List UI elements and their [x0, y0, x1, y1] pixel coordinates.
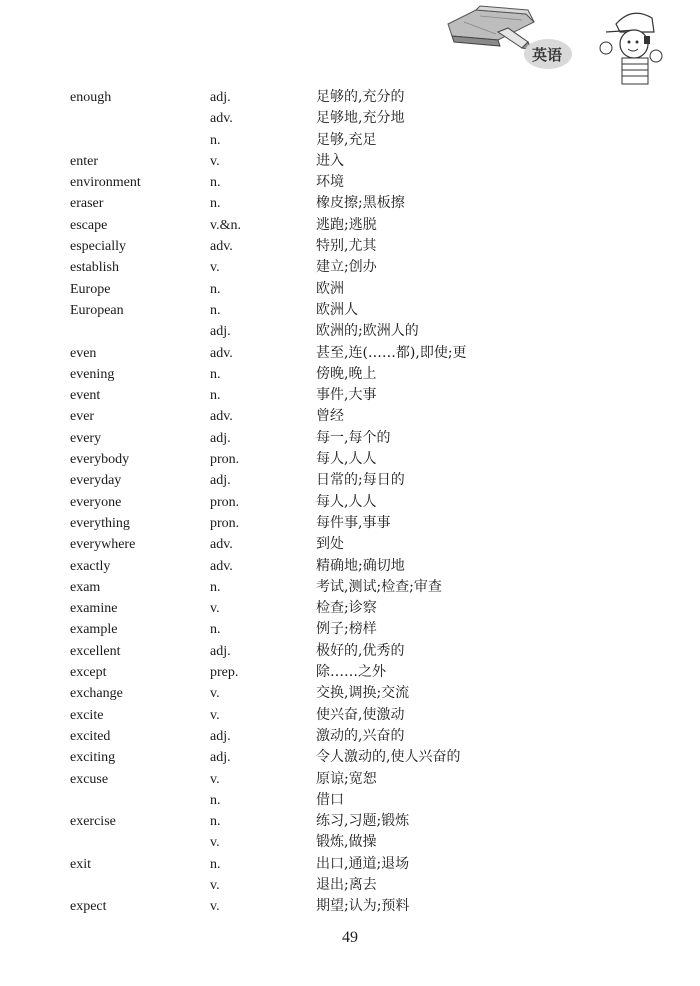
vocab-entry — [70, 151, 630, 172]
vocab-entry — [70, 556, 630, 577]
vocab-entry — [70, 193, 630, 214]
vocab-entry — [70, 130, 630, 151]
headword: excited — [70, 728, 111, 744]
headword: event — [70, 388, 101, 404]
page-number: 49 — [342, 929, 358, 946]
part-of-speech: n. — [210, 196, 221, 212]
vocab-entry — [70, 257, 630, 278]
part-of-speech: v. — [210, 877, 220, 893]
vocab-entry — [70, 832, 630, 853]
part-of-speech: pron. — [210, 515, 240, 531]
headword: example — [70, 622, 118, 638]
vocab-entry — [70, 641, 630, 662]
part-of-speech: adj. — [210, 473, 231, 489]
chinese-meaning: 特别,尤其 — [316, 238, 377, 255]
chinese-meaning: 退出;离去 — [316, 876, 377, 893]
chinese-meaning: 除……之外 — [316, 664, 386, 681]
vocab-entry — [70, 662, 630, 683]
part-of-speech: v. — [210, 153, 220, 169]
vocab-entry — [70, 726, 630, 747]
headword: everybody — [70, 452, 130, 468]
part-of-speech: v. — [210, 771, 220, 787]
chinese-meaning: 练习,习题;锻炼 — [316, 813, 410, 830]
chinese-meaning: 每件事,事事 — [316, 514, 391, 531]
vocab-entry — [70, 364, 630, 385]
headword: exit — [70, 856, 91, 872]
headword: European — [70, 302, 124, 318]
chinese-meaning: 原谅;宽恕 — [316, 770, 377, 787]
headword: exercise — [70, 814, 116, 830]
part-of-speech: n. — [210, 132, 221, 148]
vocab-entry — [70, 875, 630, 896]
headword: evening — [70, 366, 115, 382]
part-of-speech: pron. — [210, 452, 240, 468]
chinese-meaning: 出口,通道;退场 — [316, 855, 410, 872]
part-of-speech: adv. — [210, 558, 233, 574]
headword: enough — [70, 90, 112, 105]
chinese-meaning: 足够地,充分地 — [316, 110, 405, 127]
part-of-speech: adj. — [210, 430, 231, 446]
part-of-speech: adj. — [210, 643, 231, 659]
chinese-meaning: 激动的,兴奋的 — [316, 727, 405, 744]
headword: except — [70, 665, 107, 681]
vocab-entry — [70, 811, 630, 832]
vocab-entry — [70, 513, 630, 534]
part-of-speech: adj. — [210, 750, 231, 766]
headword: escape — [70, 217, 108, 233]
headword: excellent — [70, 643, 121, 659]
chinese-meaning: 每人,人人 — [316, 493, 377, 510]
headword: exam — [70, 579, 101, 595]
part-of-speech: adv. — [210, 409, 233, 425]
chinese-meaning: 使兴奋,使激动 — [316, 706, 405, 723]
headword: excite — [70, 707, 104, 723]
headword: especially — [70, 239, 126, 255]
headword: establish — [70, 260, 119, 276]
vocab-entry — [70, 683, 630, 704]
chinese-meaning: 足够的,充分的 — [316, 89, 405, 105]
part-of-speech: n. — [210, 792, 221, 808]
headword: even — [70, 345, 97, 361]
part-of-speech: adj. — [210, 324, 231, 340]
part-of-speech: pron. — [210, 494, 240, 510]
vocab-entry — [70, 87, 630, 108]
chinese-meaning: 借口 — [316, 791, 344, 808]
headword: eraser — [70, 196, 104, 212]
part-of-speech: v. — [210, 899, 220, 915]
chinese-meaning: 每人,人人 — [316, 451, 377, 468]
part-of-speech: adj. — [210, 90, 231, 105]
part-of-speech: n. — [210, 175, 221, 191]
part-of-speech: v. — [210, 835, 220, 851]
header-illustration — [436, 2, 700, 86]
vocab-entry — [70, 598, 630, 619]
headword: environment — [70, 175, 141, 191]
part-of-speech: v. — [210, 686, 220, 702]
chinese-meaning: 欧洲的;欧洲人的 — [316, 323, 419, 340]
chinese-meaning: 锻炼,做操 — [316, 834, 377, 851]
vocab-entry — [70, 428, 630, 449]
part-of-speech: adv. — [210, 239, 233, 255]
chinese-meaning: 日常的;每日的 — [316, 472, 405, 489]
chinese-meaning: 期望;认为;预料 — [316, 898, 410, 915]
chinese-meaning: 例子;榜样 — [316, 621, 377, 638]
vocab-entry — [70, 449, 630, 470]
part-of-speech: n. — [210, 388, 221, 404]
chinese-meaning: 检查;诊察 — [316, 600, 377, 617]
part-of-speech: n. — [210, 814, 221, 830]
chinese-meaning: 逃跑;逃脱 — [316, 216, 377, 233]
headword: everything — [70, 515, 130, 531]
vocab-entry — [70, 343, 630, 364]
chinese-meaning: 傍晚,晚上 — [316, 365, 377, 382]
headword: every — [70, 430, 102, 446]
vocab-entry — [70, 279, 630, 300]
vocab-entry — [70, 492, 630, 513]
subject-badge: 英语 — [532, 46, 563, 64]
vocab-entry — [70, 705, 630, 726]
part-of-speech: prep. — [210, 665, 239, 681]
vocab-entry — [70, 236, 630, 257]
chinese-meaning: 甚至,连(……都),即使;更 — [316, 344, 467, 361]
vocab-entry — [70, 769, 630, 790]
headword: everywhere — [70, 537, 136, 553]
part-of-speech: n. — [210, 622, 221, 638]
vocab-entry — [70, 300, 630, 321]
vocab-entry — [70, 406, 630, 427]
headword: everyone — [70, 494, 122, 510]
vocab-entry — [70, 172, 630, 193]
chinese-meaning: 环境 — [316, 174, 344, 191]
vocab-entry — [70, 790, 630, 811]
chinese-meaning: 考试,测试;检查;审查 — [316, 578, 442, 595]
part-of-speech: v.&n. — [210, 217, 241, 233]
part-of-speech: v. — [210, 260, 220, 276]
chinese-meaning: 每一,每个的 — [316, 429, 391, 446]
part-of-speech: n. — [210, 856, 221, 872]
part-of-speech: n. — [210, 281, 221, 297]
headword: examine — [70, 601, 118, 617]
vocabulary-list — [70, 87, 630, 918]
chinese-meaning: 欧洲 — [316, 280, 344, 297]
vocab-entry — [70, 747, 630, 768]
headword: excuse — [70, 771, 109, 787]
chinese-meaning: 欧洲人 — [316, 301, 358, 318]
part-of-speech: adv. — [210, 111, 233, 127]
part-of-speech: adv. — [210, 537, 233, 553]
chinese-meaning: 精确地;确切地 — [316, 557, 405, 574]
headword: exciting — [70, 750, 116, 766]
vocab-entry — [70, 854, 630, 875]
part-of-speech: adj. — [210, 728, 231, 744]
vocab-entry — [70, 215, 630, 236]
chinese-meaning: 足够,充足 — [316, 131, 377, 148]
vocab-entry — [70, 619, 630, 640]
chinese-meaning: 曾经 — [316, 408, 344, 425]
chinese-meaning: 建立;创办 — [316, 259, 377, 276]
chinese-meaning: 极好的,优秀的 — [316, 642, 405, 659]
part-of-speech: n. — [210, 302, 221, 318]
chinese-meaning: 交换,调换;交流 — [316, 685, 410, 702]
chinese-meaning: 进入 — [316, 152, 344, 169]
part-of-speech: v. — [210, 601, 220, 617]
headword: exchange — [70, 686, 123, 702]
vocab-entry — [70, 321, 630, 342]
headword: Europe — [70, 281, 111, 297]
vocab-entry — [70, 896, 630, 917]
mascot-boy-icon — [576, 2, 666, 86]
vocab-entry — [70, 534, 630, 555]
chinese-meaning: 到处 — [316, 536, 344, 553]
part-of-speech: n. — [210, 366, 221, 382]
chinese-meaning: 事件,大事 — [316, 387, 377, 404]
part-of-speech: adv. — [210, 345, 233, 361]
part-of-speech: n. — [210, 579, 221, 595]
headword: ever — [70, 409, 95, 425]
chinese-meaning: 橡皮擦;黑板擦 — [316, 195, 405, 212]
vocab-entry — [70, 577, 630, 598]
headword: everyday — [70, 473, 122, 489]
vocab-entry — [70, 385, 630, 406]
part-of-speech: v. — [210, 707, 220, 723]
vocab-entry — [70, 470, 630, 491]
chinese-meaning: 令人激动的,使人兴奋的 — [316, 749, 461, 766]
headword: exactly — [70, 558, 111, 574]
vocab-entry — [70, 108, 630, 129]
headword: enter — [70, 153, 98, 169]
headword: expect — [70, 899, 107, 915]
